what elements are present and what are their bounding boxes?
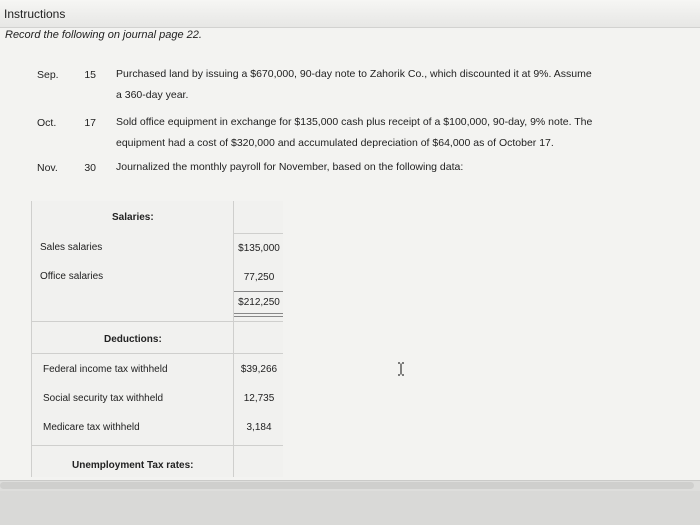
federal-tax-label: Federal income tax withheld bbox=[43, 364, 168, 375]
deductions-heading: Deductions: bbox=[104, 334, 162, 345]
instructions-title: Instructions bbox=[4, 7, 66, 21]
entry-line: Journalized the monthly payroll for November, based on the following data: bbox=[116, 161, 464, 173]
scrollbar-thumb[interactable] bbox=[0, 482, 694, 489]
unemployment-heading: Unemployment Tax rates: bbox=[72, 460, 194, 471]
office-salaries-label: Office salaries bbox=[40, 271, 104, 282]
entry-description bbox=[116, 112, 616, 154]
entry-description bbox=[116, 157, 616, 178]
office-salaries-amount: 77,250 bbox=[243, 272, 275, 283]
total-rule bbox=[234, 313, 283, 314]
entry-line: Purchased land by issuing a $670,000, 90-day note to Zahorik Co., which discounted it at 9%. Assume bbox=[116, 68, 592, 80]
total-double-rule bbox=[234, 316, 283, 317]
salaries-heading: Salaries: bbox=[112, 212, 154, 223]
total-rule bbox=[234, 291, 283, 292]
section-divider bbox=[32, 445, 283, 446]
entry-month: Oct. bbox=[37, 117, 57, 129]
bottom-panel bbox=[0, 491, 700, 525]
federal-tax-amount: $39,266 bbox=[240, 364, 278, 375]
row-divider bbox=[32, 353, 283, 354]
payroll-data-table bbox=[31, 201, 283, 477]
row-divider bbox=[234, 233, 283, 234]
medicare-amount: 3,184 bbox=[246, 422, 272, 433]
entry-line: equipment had a cost of $320,000 and accumulated depreciation of $64,000 as of October 17. bbox=[116, 137, 554, 149]
entry-line: Sold office equipment in exchange for $135,000 cash plus receipt of a $100,000, 90-day, 9% note. The bbox=[116, 116, 593, 128]
sales-salaries-amount: $135,000 bbox=[238, 243, 280, 254]
medicare-label: Medicare tax withheld bbox=[43, 422, 140, 433]
entry-month: Nov. bbox=[37, 162, 58, 174]
column-divider bbox=[233, 201, 234, 477]
section-divider bbox=[32, 321, 283, 322]
social-security-amount: 12,735 bbox=[243, 393, 275, 404]
entry-month: Sep. bbox=[37, 69, 59, 81]
instructions-header bbox=[0, 0, 700, 28]
salaries-total-amount: $212,250 bbox=[238, 297, 280, 308]
entry-day: 15 bbox=[84, 69, 96, 81]
intro-text: Record the following on journal page 22. bbox=[5, 29, 202, 41]
text-cursor-icon bbox=[396, 362, 406, 376]
entry-description bbox=[116, 64, 616, 106]
entry-line: a 360-day year. bbox=[116, 89, 189, 101]
sales-salaries-label: Sales salaries bbox=[40, 242, 103, 253]
entry-day: 17 bbox=[84, 117, 96, 129]
social-security-label: Social security tax withheld bbox=[43, 393, 164, 404]
entry-day: 30 bbox=[84, 162, 96, 174]
